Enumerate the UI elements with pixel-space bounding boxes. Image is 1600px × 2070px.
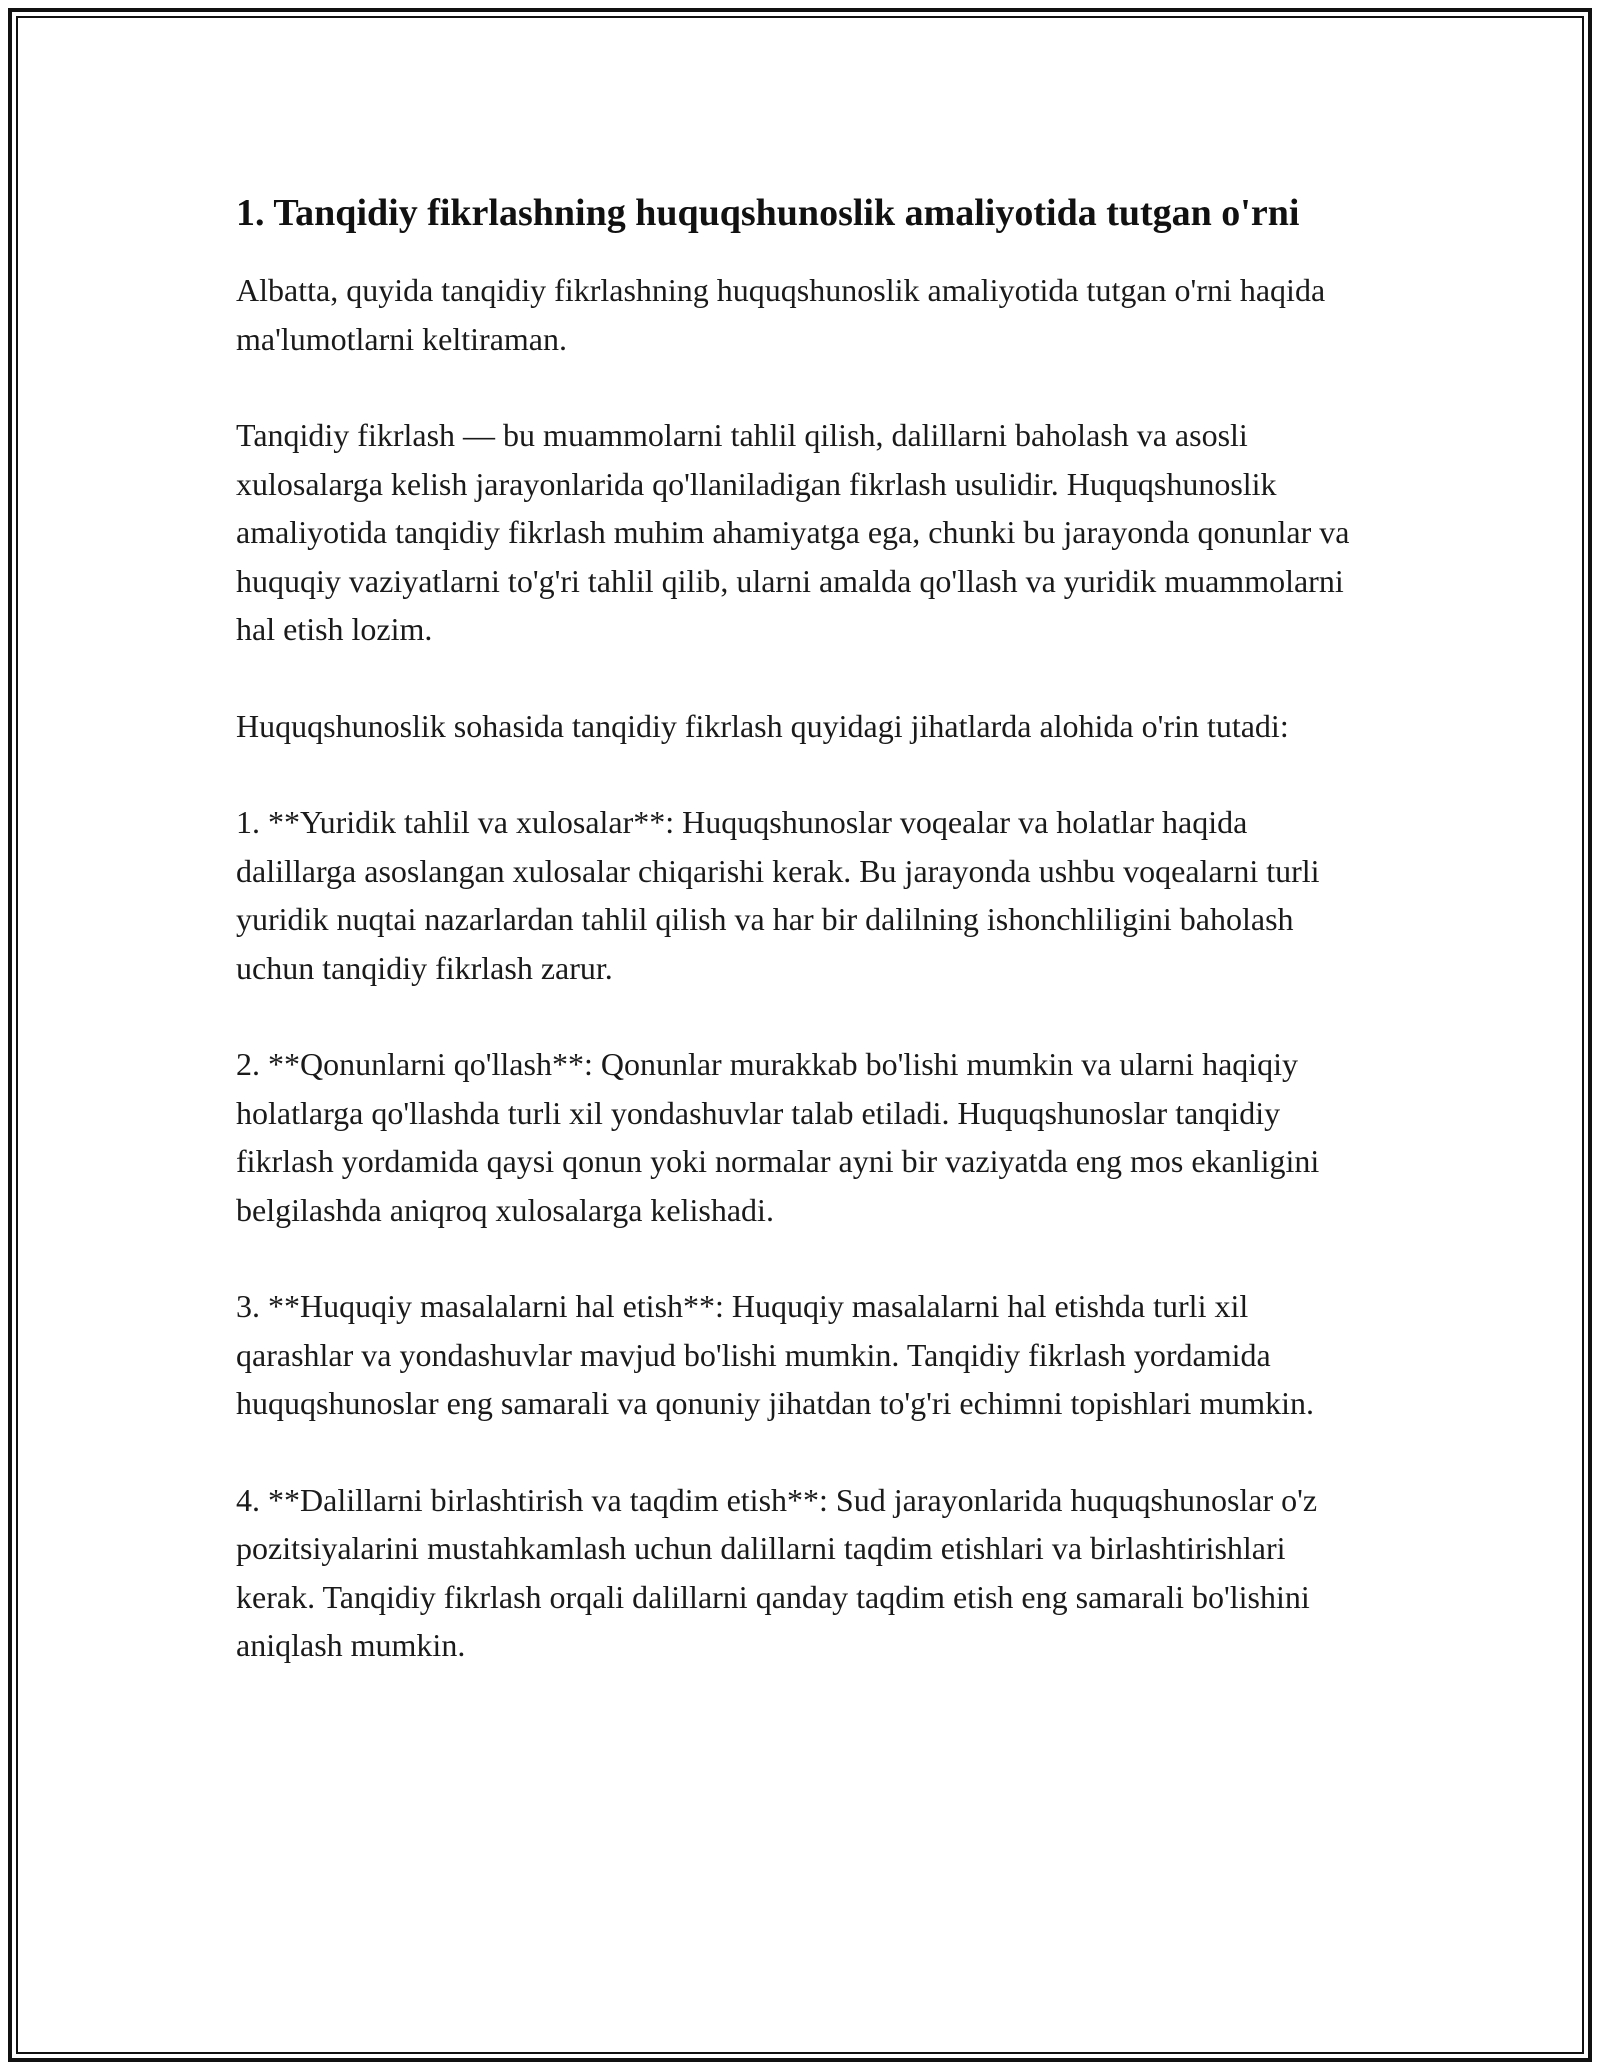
list-intro-paragraph: Huquqshunoslik sohasida tanqidiy fikrlash quyidagi jihatlarda alohida o'rin tutadi: [236,707,1289,744]
definition-paragraph: Tanqidiy fikrlash — bu muammolarni tahlil qilish, dalillarni baholash va asosli xulosalarga kelish jarayonlarida qo'llaniladigan fikrlash usulidir. Huquqshunoslik amaliyotida tanqidiy fikrlash muhim ahamiyatga ega, chunki bu jarayonda qonunlar va huquqiy vaziyatlarni to'g'ri tahlil qilib, ularni amalda qo'llash va yuridik muammolarni hal etish lozim. [236,417,1350,647]
document-title: 1. Tanqidiy fikrlashning huquqshunoslik amaliyotida tutgan o'rni [236,192,1300,234]
list-item-paragraph: 3. **Huquqiy masalalarni hal etish**: Huquqiy masalalarni hal etishda turli xil qarashlar va yondashuvlar mavjud bo'lishi mumkin. Tanqidiy fikrlash yordamida huquqshunoslar eng samarali va qonuniy jihatdan to'g'ri echimni topishlari mumkin. [236,1288,1315,1421]
list-item-paragraph: 2. **Qonunlarni qo'llash**: Qonunlar murakkab bo'lishi mumkin va ularni haqiqiy holatlarga qo'llashda turli xil yondashuvlar talab etiladi. Huquqshunoslar tanqidiy fikrlash yordamida qaysi qonun yoki normalar ayni bir vaziyatda eng mos ekanligini belgilashda aniqroq xulosalarga kelishadi. [236,1046,1320,1228]
document-body [236,186,1356,1718]
list-item-paragraph: 1. **Yuridik tahlil va xulosalar**: Huquqshunoslar voqealar va holatlar haqida dalillarga asoslangan xulosalar chiqarishi kerak. Bu jarayonda ushbu voqealarni turli yuridik nuqtai nazarlardan tahlil qilish va har bir dalilning ishonchliligini baholash uchun tanqidiy fikrlash zarur. [236,804,1320,986]
list-item-paragraph: 4. **Dalillarni birlashtirish va taqdim etish**: Sud jarayonlarida huquqshunoslar o'z pozitsiyalarini mustahkamlash uchun dalillarni taqdim etishlari va birlashtirishlari kerak. Tanqidiy fikrlash orqali dalillarni qanday taqdim etish eng samarali bo'lishini aniqlash mumkin. [236,1481,1318,1663]
intro-paragraph: Albatta, quyida tanqidiy fikrlashning huquqshunoslik amaliyotida tutgan o'rni haqida ma'lumotlarni keltiraman. [236,272,1326,357]
